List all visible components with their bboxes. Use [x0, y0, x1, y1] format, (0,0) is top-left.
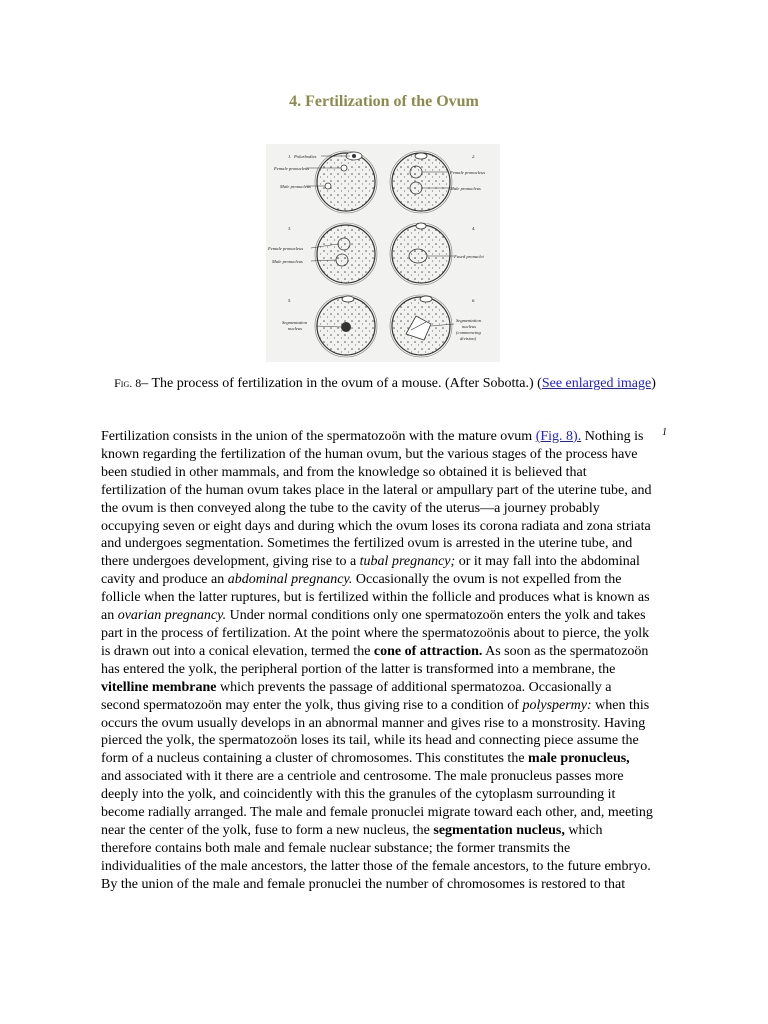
fig-8-link[interactable]: (Fig. 8).: [535, 429, 582, 444]
ovum-stage-3: [311, 223, 377, 285]
term-abdominal-pregnancy: abdominal pregnancy.: [227, 572, 353, 588]
figure-label-male-pronucleus: Male pronucleus: [272, 259, 303, 264]
body-text-segment: Fertilization consists in the union of the spermatozoön with the mature ovum: [101, 429, 536, 444]
figure-label-female-pronucleus: Female pronucleus: [274, 166, 310, 171]
see-enlarged-image-link[interactable]: See enlarged image: [541, 376, 652, 391]
figure-number: Fig. 8: [114, 376, 142, 390]
figure-label-male-pronucleus: Male pronucleus: [280, 184, 311, 189]
term-tubal-pregnancy: tubal pregnancy;: [359, 554, 456, 570]
figure-label-6: 6.: [472, 298, 476, 303]
page-title: 4. Fertilization of the Ovum: [289, 93, 479, 110]
body-text-segment: Nothing is known regarding the fertilization of the human ovum, but the various stages of the process have been studied in other mammals, and from the knowledge so obtained it is believed that fertilization of the human ovum takes place in the lateral or ampullary part of the uterine tube, and the ovum is then conveyed along the tube to the cavity of the uterus—a journey probably occupying seven or eight days and during which the ovum loses its corona radiata and zona striata and undergoes segmentation. Sometimes the fertilized ovum is arrested in the uterine tube, and there undergoes development, giving rise to a: [101, 429, 652, 570]
body-text-segment: As soon as the spermatozoön has entered the yolk, the peripheral portion of the latter is transformed into a membrane, the: [101, 643, 649, 677]
body-text-segment: which therefore contains both male and female nuclear substance; the former transmits the individualities of the male ancestors, the latter those of the female ancestors, to the future embryo. By the union of the male and female pronuclei the number of chromosomes is restored to that: [101, 822, 651, 892]
ovum-stage-6: [390, 295, 454, 357]
figure-label-nucleus: nucleus: [462, 324, 477, 329]
term-ovarian-pregnancy: ovarian pregnancy.: [117, 608, 227, 624]
term-male-pronucleus: male pronucleus,: [528, 751, 630, 767]
figure-label-3: 3.: [288, 226, 292, 231]
caption-text: The process of fertilization in the ovum of a mouse. (After Sobotta.) (: [151, 376, 542, 391]
figure-label-division: division): [460, 336, 477, 341]
body-text-segment: Occasionally the ovum is not expelled from the follicle when the latter ruptures, but is fertilized within the follicle and produces what is known as an: [101, 572, 650, 624]
ovum-stage-1: [306, 151, 377, 213]
figure-label-polar-bodies: Polarbodies: [294, 154, 317, 159]
figure-label-male-pronucleus: Male pronucleus: [450, 186, 481, 191]
ovum-stage-4: [390, 223, 454, 285]
term-segmentation-nucleus: segmentation nucleus,: [433, 822, 565, 838]
figure-label-segmentation: Segmentation: [282, 320, 308, 325]
ovum-stage-2: [390, 151, 452, 213]
body-text-segment: Under normal conditions only one spermatozoön enters the yolk and takes part in the process of fertilization. At the point where the spermatozoönis about to pierce, the yolk is drawn out into a conical elevation, termed the: [101, 608, 650, 659]
body-text-segment: when this occurs the ovum usually develops in an abnormal manner and gives rise to a monstrosity. Having pierced the yolk, the spermatozoön loses its tail, while its head and connecting piece assume the form of a nucleus containing a cluster of chromosomes. This constitutes the: [101, 697, 650, 767]
body-paragraph: [101, 428, 653, 894]
body-text-segment: which prevents the passage of additional spermatozoa. Occasionally a second spermatozoön may enter the yolk, thus giving rise to a condition of: [101, 679, 612, 713]
term-polyspermy: polyspermy:: [522, 697, 592, 713]
caption-close: ): [651, 376, 656, 391]
figure-label-fused-pronuclei: Fused pronuclei: [454, 254, 484, 259]
term-cone-of-attraction: cone of attraction.: [373, 643, 483, 659]
figure-label-female-pronucleus: Female pronucleus: [450, 170, 486, 175]
term-vitelline-membrane: vitelline membrane: [101, 679, 217, 695]
paragraph-number: 1: [662, 427, 667, 438]
figure-label-nucleus: nucleus: [288, 326, 303, 331]
figure-label-1: 1.: [288, 154, 292, 159]
figure-label-4: 4.: [472, 226, 476, 231]
figure-caption: [110, 374, 660, 393]
figure-label-commencing: (commencing: [456, 330, 481, 335]
body-text-segment: and associated with it there are a centriole and centrosome. The male pronucleus passes more deeply into the yolk, and coincidently with this the granules of the cytoplasm surrounding it become radially arranged. The male and female pronuclei migrate toward each other, and, meeting near the center of the yolk, fuse to form a new nucleus, the: [101, 769, 653, 838]
fertilization-figure-image: [266, 144, 500, 362]
figure-label-female-pronucleus: Female pronucleus: [268, 246, 304, 251]
caption-dash: –: [141, 376, 152, 391]
figure-label-segmentation: Segmentation: [456, 318, 482, 323]
body-text-segment: or it may fall into the abdominal cavity and produce an: [101, 554, 640, 588]
figure-label-2: 2.: [472, 154, 476, 159]
figure-label-5: 5.: [288, 298, 292, 303]
ovum-stage-5: [315, 295, 377, 357]
